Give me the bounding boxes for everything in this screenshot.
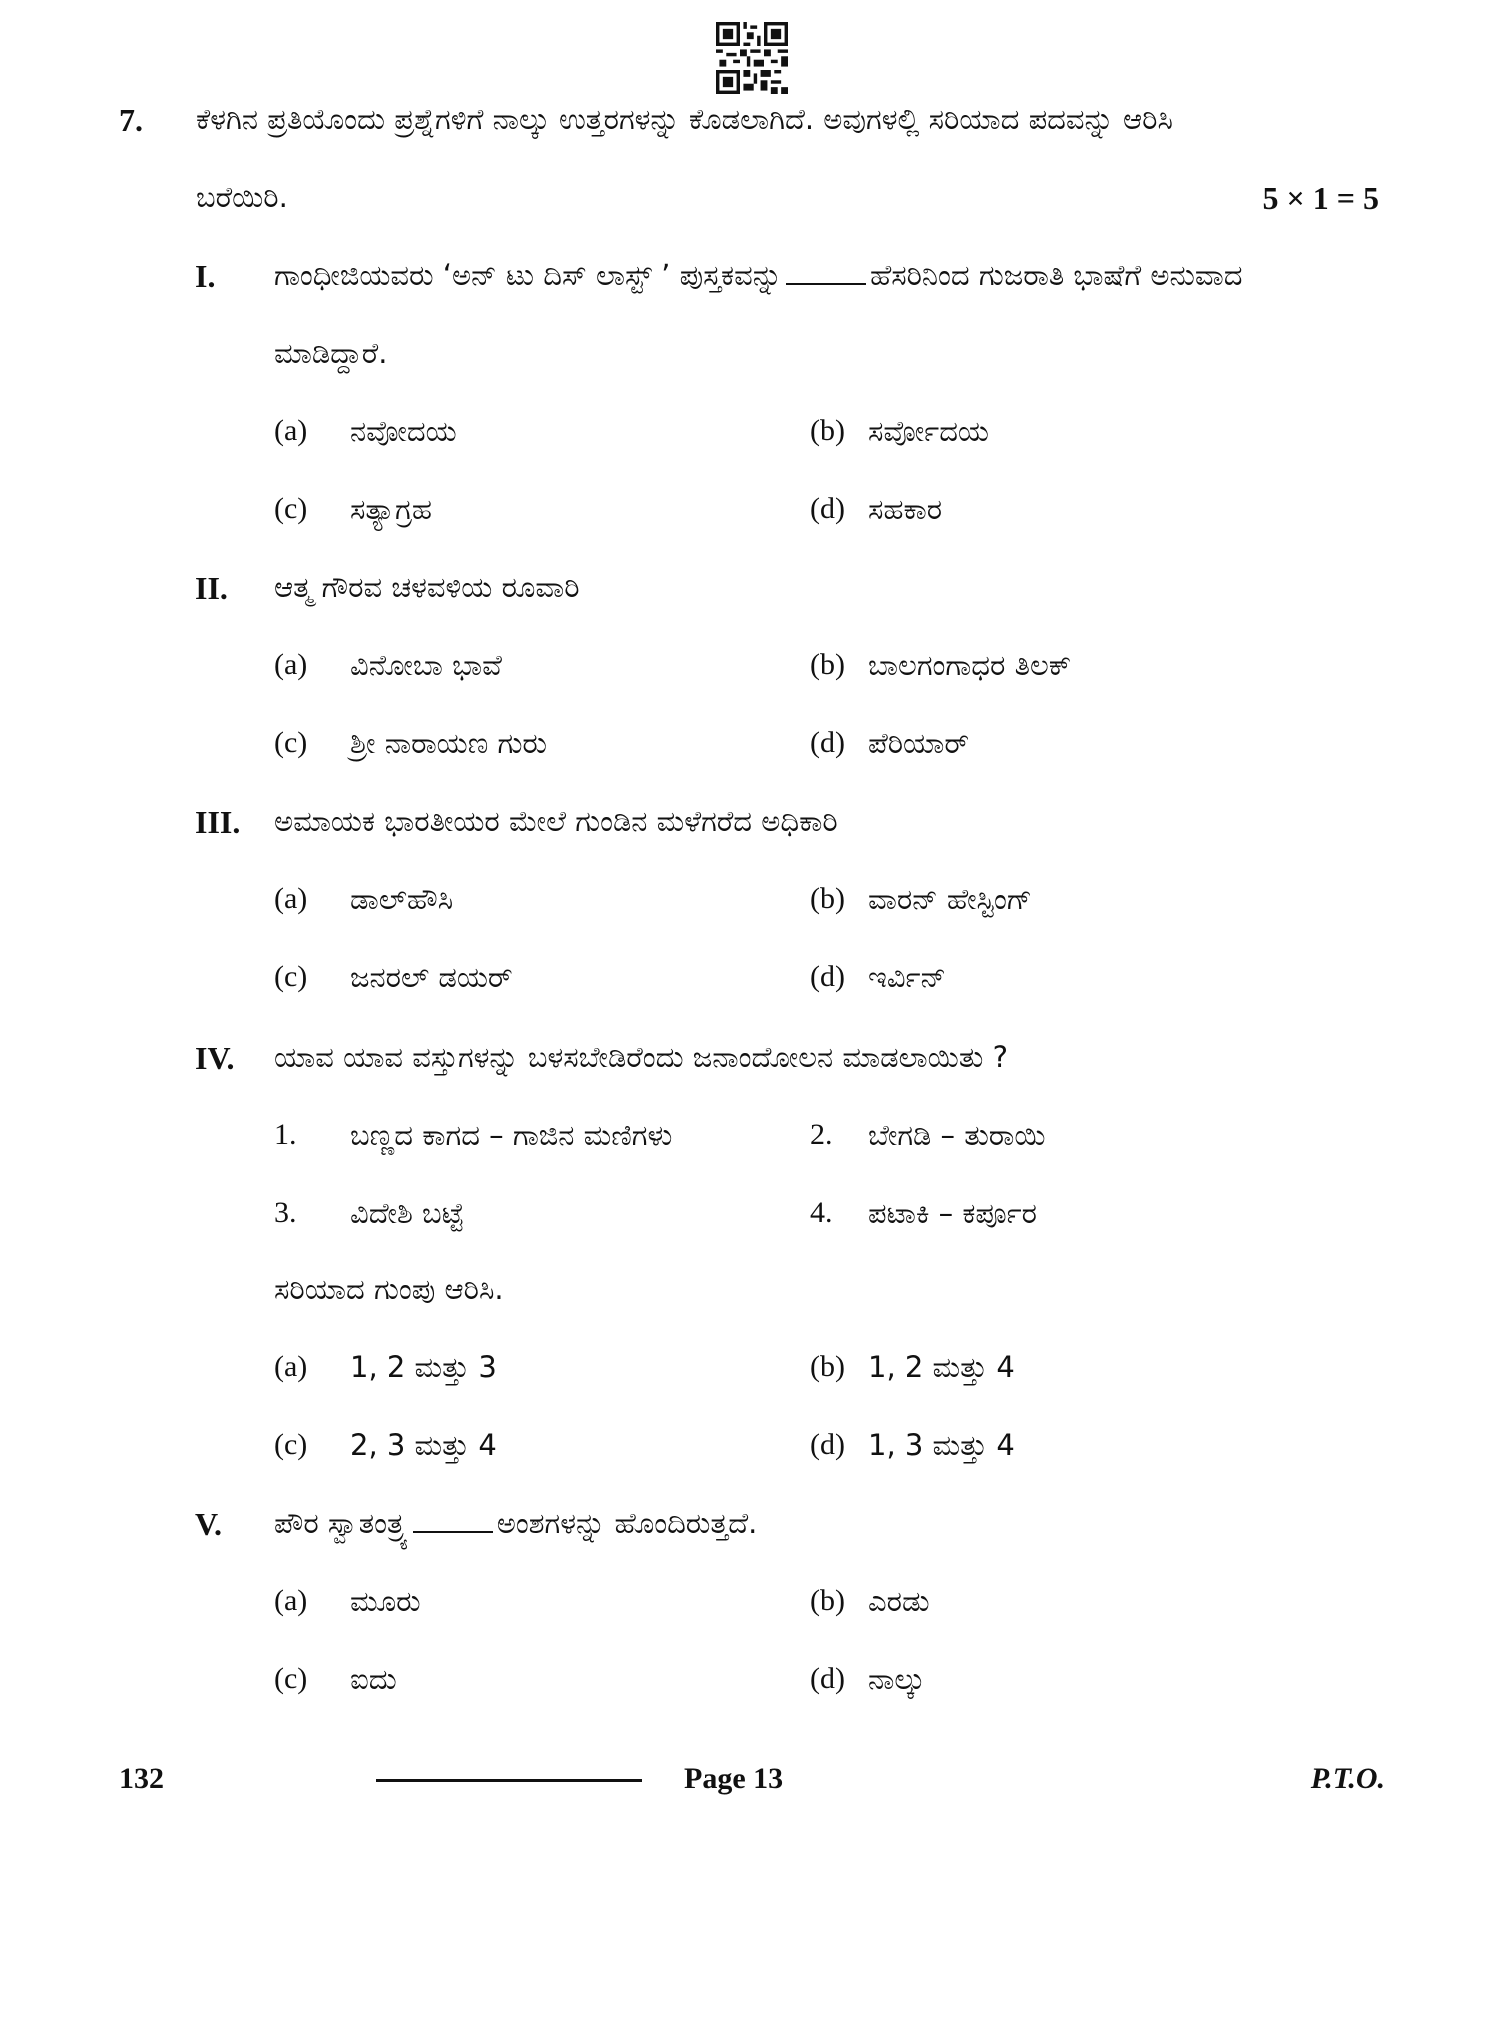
item-4-list-2-label: 2. [810,1118,833,1151]
item-3-option-b-text: ವಾರನ್ ಹೇಸ್ಟಿಂಗ್ [868,882,1032,916]
item-1-option-b-label: (b) [810,414,845,447]
item-3-option-b-label: (b) [810,882,845,915]
item-4-option-c-label: (c) [274,1428,308,1461]
item-4-option-b-text: 1, 2 ಮತ್ತು 4 [868,1350,1015,1384]
item-5-option-a-text: ಮೂರು [350,1584,421,1618]
item-4-list-1-text: ಬಣ್ಣದ ಕಾಗದ – ಗಾಜಿನ ಮಣಿಗಳು [350,1118,673,1152]
item-1-option-c-text: ಸತ್ಯಾಗ್ರಹ [350,492,433,526]
item-3-option-a-label: (a) [274,882,308,915]
item-4-list-1-label: 1. [274,1118,297,1151]
item-5-option-c-text: ಐದು [350,1662,397,1696]
item-5-option-b-text: ಎರಡು [868,1584,930,1618]
marks-label: 5 × 1 = 5 [1262,180,1379,216]
item-2-option-c-label: (c) [274,726,308,759]
instruction-line-2: ಬರೆಯಿರಿ. [196,180,288,214]
item-4-option-d-text: 1, 3 ಮತ್ತು 4 [868,1428,1015,1462]
item-2-option-a-text: ವಿನೋಬಾ ಭಾವೆ [350,648,502,682]
item-1-text-part1: ಗಾಂಧೀಜಿಯವರು ‘ಅನ್ ಟು ದಿಸ್ ಲಾಸ್ಟ್ ’ ಪುಸ್ತಕವನ್ನು [274,258,782,292]
answer-blank [786,282,866,285]
item-3-option-a-text: ಡಾಲ್‌ಹೌಸಿ [350,882,454,916]
item-5-roman: V. [195,1506,222,1542]
item-4-list-3-text: ವಿದೇಶಿ ಬಟ್ಟೆ [350,1196,464,1230]
item-2-option-b-text: ಬಾಲಗಂಗಾಧರ ತಿಲಕ್ [868,648,1072,682]
item-4-list-4-label: 4. [810,1196,833,1229]
item-1-option-c-label: (c) [274,492,308,525]
item-5-text-part1: ಪೌರ ಸ್ವಾತಂತ್ರ್ಯ [274,1506,409,1540]
item-1-text-part2: ಹೆಸರಿನಿಂದ ಗುಜರಾತಿ ಭಾಷೆಗೆ ಅನುವಾದ [869,258,1243,292]
item-2-option-d-label: (d) [810,726,845,759]
item-4-list-4-text: ಪಟಾಕಿ – ಕರ್ಪೂರ [868,1196,1037,1230]
item-5-option-d-text: ನಾಲ್ಕು [868,1662,926,1696]
instruction-line-1: ಕೆಳಗಿನ ಪ್ರತಿಯೊಂದು ಪ್ರಶ್ನೆಗಳಿಗೆ ನಾಲ್ಕು ಉತ್ತರಗಳನ್ನು ಕೊಡಲಾಗಿದೆ. ಅವುಗಳಲ್ಲಿ ಸರಿಯಾದ ಪದವನ್ನು ಆರಿಸಿ [196,102,1173,136]
item-1-text-line2: ಮಾಡಿದ್ದಾರೆ. [274,336,388,370]
item-3-roman: III. [195,804,241,840]
item-4-option-a-label: (a) [274,1350,308,1383]
item-2-option-d-text: ಪೆರಿಯಾರ್ [868,726,970,760]
item-4-text: ಯಾವ ಯಾವ ವಸ್ತುಗಳನ್ನು ಬಳಸಬೇಡಿರೆಂದು ಜನಾಂದೋಲನ ಮಾಡಲಾಯಿತು ? [274,1040,1009,1074]
item-5-option-b-label: (b) [810,1584,845,1617]
item-5-text-part2: ಅಂಶಗಳನ್ನು ಹೊಂದಿರುತ್ತದೆ. [496,1506,758,1540]
item-4-list-3-label: 3. [274,1196,297,1229]
item-3-option-c-text: ಜನರಲ್ ಡಯರ್ [350,960,513,994]
pto-label: P.T.O. [1310,1762,1385,1795]
item-1-option-a-label: (a) [274,414,308,447]
page-number: Page 13 [684,1762,784,1795]
item-2-option-c-text: ಶ್ರೀ ನಾರಾಯಣ ಗುರು [350,726,547,760]
item-4-option-c-text: 2, 3 ಮತ್ತು 4 [350,1428,497,1462]
item-5-option-c-label: (c) [274,1662,308,1695]
item-5-option-a-label: (a) [274,1584,308,1617]
item-4-list-2-text: ಬೇಗಡಿ – ತುರಾಯಿ [868,1118,1046,1152]
item-1-text [274,258,1242,293]
item-4-option-b-label: (b) [810,1350,845,1383]
item-5-text [274,1506,757,1541]
item-4-roman: IV. [195,1040,235,1076]
item-1-option-d-text: ಸಹಕಾರ [868,492,943,526]
item-1-option-b-text: ಸರ್ವೋದಯ [868,414,989,448]
footer-divider [376,1779,642,1782]
item-3-option-d-text: ಇರ್ವಿನ್ [868,960,947,994]
item-2-option-b-label: (b) [810,648,845,681]
paper-code: 132 [119,1762,164,1795]
item-1-roman: I. [195,258,216,294]
answer-blank [413,1530,493,1533]
item-4-subprompt: ಸರಿಯಾದ ಗುಂಪು ಆರಿಸಿ. [274,1272,504,1306]
item-1-option-d-label: (d) [810,492,845,525]
item-4-option-a-text: 1, 2 ಮತ್ತು 3 [350,1350,497,1384]
item-3-option-d-label: (d) [810,960,845,993]
item-2-roman: II. [195,570,228,606]
qr-code-icon [716,22,788,94]
item-1-option-a-text: ನವೋದಯ [350,414,457,448]
question-number: 7. [119,102,143,138]
item-3-option-c-label: (c) [274,960,308,993]
item-5-option-d-label: (d) [810,1662,845,1695]
item-2-text: ಆತ್ಮ ಗೌರವ ಚಳವಳಿಯ ರೂವಾರಿ [274,570,580,604]
item-4-option-d-label: (d) [810,1428,845,1461]
item-2-option-a-label: (a) [274,648,308,681]
item-3-text: ಅಮಾಯಕ ಭಾರತೀಯರ ಮೇಲೆ ಗುಂಡಿನ ಮಳೆಗರೆದ ಅಧಿಕಾರಿ [274,804,838,838]
